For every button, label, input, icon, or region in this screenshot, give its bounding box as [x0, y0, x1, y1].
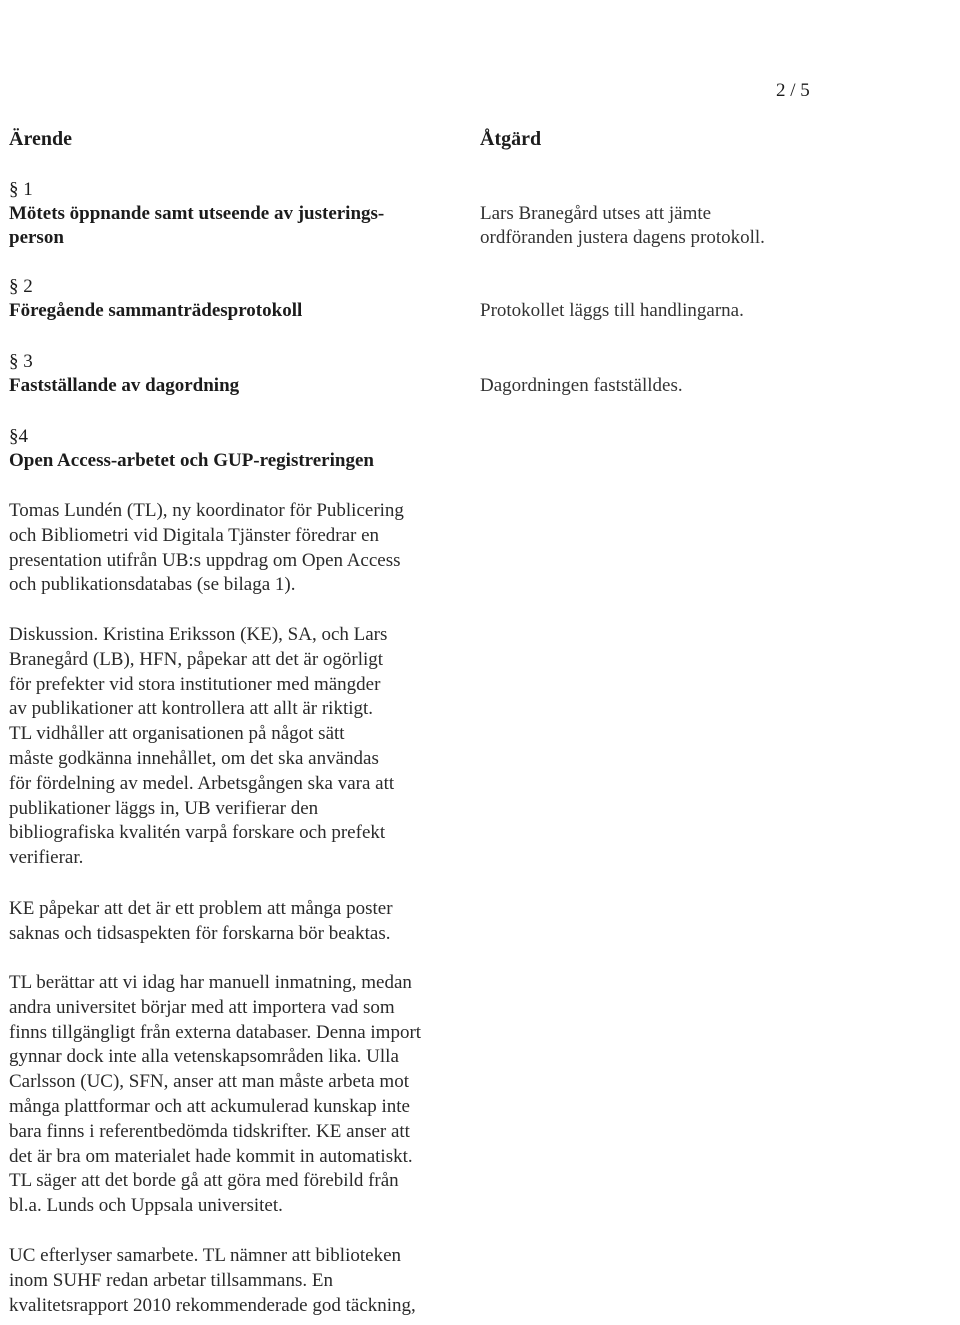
column-header-arende: Ärende	[9, 128, 72, 150]
item-title-line: Fastställande av dagordning	[9, 375, 240, 396]
text-line: för prefekter vid stora institutioner med mängder	[9, 673, 381, 695]
text-line: bl.a. Lunds och Uppsala universitet.	[9, 1195, 283, 1217]
text-line: TL berättar att vi idag har manuell inmatning, medan	[9, 972, 412, 993]
paragraph-presentation	[9, 499, 449, 598]
text-line: inom SUHF redan arbetar tillsammans. En	[9, 1269, 333, 1291]
text-line: Diskussion. Kristina Eriksson (KE), SA, och Lars	[9, 624, 388, 645]
paragraph-discussion	[9, 623, 449, 871]
column-header-atgard: Åtgärd	[480, 128, 542, 150]
action-line: Protokollet läggs till handlingarna.	[480, 300, 744, 321]
agenda-item-3	[9, 350, 239, 398]
text-line: och Bibliometri vid Digitala Tjänster föredrar en	[9, 524, 380, 546]
text-line: bibliografiska kvalitén varpå forskare och prefekt	[9, 822, 386, 844]
text-line: saknas och tidsaspekten för forskarna bör beaktas.	[9, 922, 391, 944]
text-line: KE påpekar att det är ett problem att många poster	[9, 898, 393, 919]
action-line: Dagordningen fastställdes.	[480, 375, 683, 396]
text-line: andra universitet börjar med att importera vad som	[9, 996, 395, 1018]
text-line: Branegård (LB), HFN, påpekar att det är ogörligt	[9, 648, 384, 670]
item-number: § 1	[9, 179, 33, 200]
text-line: publikationer läggs in, UB verifierar den	[9, 797, 319, 819]
text-line: för fördelning av medel. Arbetsgången ska vara att	[9, 772, 395, 794]
text-line: det är bra om materialet hade kommit in automatiskt.	[9, 1145, 413, 1167]
item-number: §4	[9, 426, 28, 447]
action-line: Lars Branegård utses att jämte	[480, 203, 712, 224]
text-line: gynnar dock inte alla vetenskapsområden lika. Ulla	[9, 1046, 399, 1068]
paragraph-tl-import	[9, 971, 449, 1219]
text-line: många plattformar och att ackumulerad kunskap inte	[9, 1095, 410, 1117]
item-title-line: Föregående sammanträdesprotokoll	[9, 300, 303, 321]
agenda-action-2	[480, 299, 744, 323]
agenda-item-2	[9, 275, 302, 323]
paragraph-ke-problem	[9, 897, 449, 947]
text-line: måste godkänna innehållet, om det ska användas	[9, 747, 379, 769]
page-number: 2 / 5	[776, 80, 810, 101]
item-number: § 2	[9, 276, 33, 297]
agenda-item-1	[9, 178, 384, 250]
text-line: bara finns i referentbedömda tidskrifter. KE anser att	[9, 1120, 410, 1142]
item-number: § 3	[9, 351, 33, 372]
text-line: finns tillgängligt från externa databaser. Denna import	[9, 1021, 422, 1043]
agenda-action-3	[480, 374, 683, 398]
item-title-line: Mötets öppnande samt utseende av justerings-	[9, 203, 385, 224]
text-line: Tomas Lundén (TL), ny koordinator för Publicering	[9, 500, 404, 521]
text-line: presentation utifrån UB:s uppdrag om Open Access	[9, 549, 401, 571]
item-title-line: Open Access-arbetet och GUP-registreringen	[9, 450, 374, 471]
paragraph-uc-collaboration	[9, 1244, 449, 1318]
item-title-line: person	[9, 227, 64, 248]
text-line: TL säger att det borde gå att göra med förebild från	[9, 1170, 399, 1192]
action-line: ordföranden justera dagens protokoll.	[480, 227, 765, 248]
agenda-action-1	[480, 202, 765, 250]
text-line: av publikationer att kontrollera att allt är riktigt.	[9, 698, 374, 720]
text-line: TL vidhåller att organisationen på något sätt	[9, 723, 345, 745]
text-line: UC efterlyser samarbete. TL nämner att biblioteken	[9, 1245, 401, 1266]
text-line: kvalitetsrapport 2010 rekommenderade god täckning,	[9, 1294, 416, 1316]
text-line: Carlsson (UC), SFN, anser att man måste arbeta mot	[9, 1071, 409, 1093]
text-line: verifierar.	[9, 847, 84, 869]
text-line: och publikationsdatabas (se bilaga 1).	[9, 574, 296, 596]
agenda-item-4	[9, 425, 374, 473]
